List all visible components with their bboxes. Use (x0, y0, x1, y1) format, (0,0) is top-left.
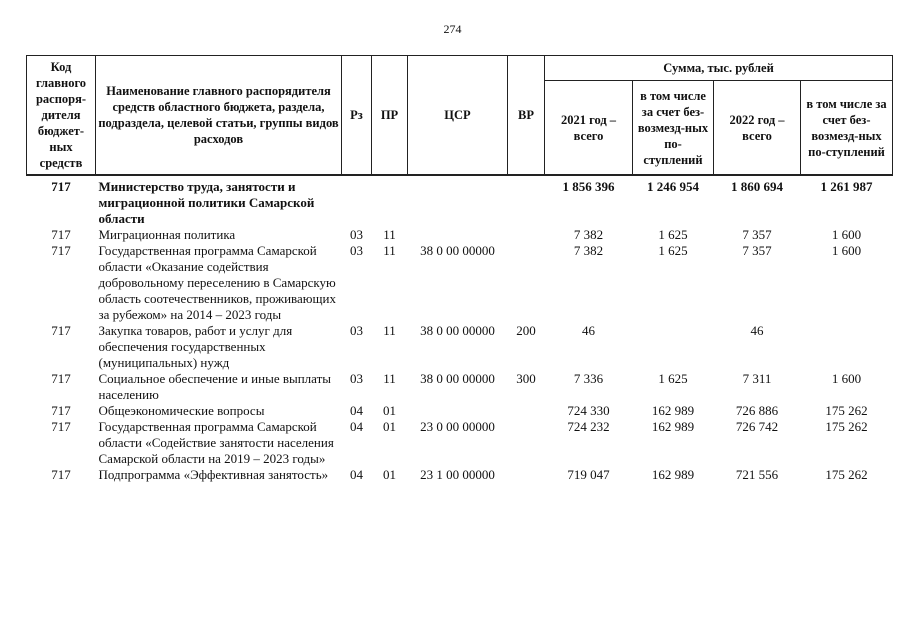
cell-name: Государственная программа Самарской области «Оказание содействия добровольному переселению в Самарскую область соотечественников, проживающих за рубежом» на 2014 – 2023 годы (98, 243, 336, 322)
cell-2021-total: 724 330 (567, 403, 610, 418)
table-row (27, 175, 893, 227)
cell-name: Общеэкономические вопросы (98, 403, 265, 418)
cell-2021-grants: 162 989 (651, 419, 695, 434)
cell-2021-total: 7 382 (573, 227, 604, 242)
cell-csr: 23 0 00 00000 (420, 419, 495, 434)
cell-2022-total: 7 357 (742, 243, 772, 258)
cell-pr: 11 (383, 323, 396, 338)
cell-pr: 11 (383, 371, 396, 386)
cell-pr: 11 (383, 243, 396, 258)
cell-csr: 38 0 00 00000 (420, 323, 495, 338)
cell-2022-grants: 1 261 987 (820, 179, 873, 194)
cell-2021-grants: 1 625 (658, 243, 688, 258)
cell-2022-grants (801, 323, 893, 371)
table-row (27, 419, 893, 467)
cell-vr (508, 419, 545, 467)
cell-pr: 01 (383, 467, 396, 482)
cell-rz: 03 (350, 371, 363, 386)
cell-2021-grants: 1 625 (658, 371, 688, 386)
cell-2022-total: 726 742 (735, 419, 779, 434)
cell-code: 717 (51, 323, 71, 338)
cell-vr (508, 175, 545, 227)
cell-2021-grants: 1 246 954 (647, 179, 699, 194)
cell-2022-grants: 175 262 (825, 419, 868, 434)
cell-2021-total: 724 232 (567, 419, 610, 434)
cell-rz: 04 (350, 467, 363, 482)
cell-2021-total: 719 047 (567, 467, 610, 482)
cell-csr: 38 0 00 00000 (420, 243, 495, 258)
cell-2022-total: 726 886 (735, 403, 779, 418)
cell-csr (408, 403, 508, 419)
cell-code: 717 (51, 243, 71, 258)
cell-pr: 01 (383, 403, 396, 418)
cell-name: Подпрограмма «Эффективная занятость» (98, 467, 329, 482)
cell-rz: 03 (350, 243, 363, 258)
table-row (27, 403, 893, 419)
cell-csr (408, 175, 508, 227)
cell-name: Закупка товаров, работ и услуг для обеспечения государственных (муниципальных) нужд (98, 323, 293, 370)
cell-pr (372, 175, 408, 227)
cell-rz (342, 175, 372, 227)
cell-rz: 04 (350, 419, 363, 434)
cell-vr: 200 (516, 323, 536, 338)
cell-2022-total: 7 311 (742, 371, 772, 386)
cell-rz: 03 (350, 323, 363, 338)
cell-2021-total: 1 856 396 (562, 179, 615, 194)
cell-2021-grants: 162 989 (651, 467, 695, 482)
cell-2022-grants: 1 600 (831, 227, 862, 242)
header-2021-grants: в том числе за счет без-возмезд-ных по-ступлений (633, 81, 714, 175)
cell-2022-total: 1 860 694 (731, 179, 783, 194)
cell-2022-total: 7 357 (742, 227, 772, 242)
header-rz: Рз (342, 56, 372, 176)
table-row (27, 323, 893, 371)
table-row (27, 371, 893, 403)
cell-vr (508, 243, 545, 323)
cell-code: 717 (51, 227, 71, 242)
cell-2021-grants: 1 625 (658, 227, 688, 242)
header-name: Наименование главного распорядителя средств областного бюджета, раздела, подраздела, целевой статьи, группы видов расходов (96, 56, 342, 176)
cell-2022-grants: 1 600 (831, 371, 862, 386)
cell-vr (508, 467, 545, 483)
cell-2021-total: 7 336 (573, 371, 604, 386)
table-header (27, 56, 893, 176)
cell-code: 717 (51, 403, 71, 418)
header-csr: ЦСР (408, 56, 508, 176)
cell-pr: 11 (383, 227, 396, 242)
cell-2022-total: 721 556 (735, 467, 779, 482)
cell-code: 717 (51, 179, 71, 194)
cell-2021-total: 7 382 (573, 243, 604, 258)
cell-2021-grants (633, 323, 714, 371)
table-row (27, 227, 893, 243)
cell-csr: 23 1 00 00000 (420, 467, 495, 482)
cell-2022-total: 46 (750, 323, 764, 338)
cell-2022-grants: 1 600 (831, 243, 862, 258)
page-number: 274 (443, 22, 462, 36)
cell-csr (408, 227, 508, 243)
budget-table (26, 55, 893, 483)
cell-vr (508, 403, 545, 419)
cell-csr: 38 0 00 00000 (420, 371, 495, 386)
header-code: Код главного распоря-дителя бюджет-ных средств (27, 56, 96, 176)
cell-name: Министерство труда, занятости и миграционной политики Самарской области (98, 179, 315, 226)
cell-2022-grants: 175 262 (825, 403, 868, 418)
cell-name: Социальное обеспечение и иные выплаты населению (98, 371, 332, 402)
header-vr: ВР (508, 56, 545, 176)
cell-code: 717 (51, 467, 71, 482)
cell-rz: 03 (350, 227, 363, 242)
cell-vr: 300 (516, 371, 536, 386)
cell-code: 717 (51, 419, 71, 434)
cell-vr (508, 227, 545, 243)
cell-2022-grants: 175 262 (825, 467, 868, 482)
cell-code: 717 (51, 371, 71, 386)
cell-rz: 04 (350, 403, 363, 418)
header-sum: Сумма, тыс. рублей (545, 56, 893, 81)
table-row (27, 243, 893, 323)
cell-name: Государственная программа Самарской области «Содействие занятости населения Самарской области на 2019 – 2023 годы» (98, 419, 334, 466)
table-body (27, 175, 893, 483)
cell-pr: 01 (383, 419, 396, 434)
cell-2021-grants: 162 989 (651, 403, 695, 418)
header-pr: ПР (372, 56, 408, 176)
cell-name: Миграционная политика (98, 227, 236, 242)
header-2022-total: 2022 год – всего (714, 81, 801, 175)
cell-2021-total: 46 (582, 323, 595, 338)
table-row (27, 467, 893, 483)
header-2021-total: 2021 год – всего (545, 81, 633, 175)
header-2022-grants: в том числе за счет без-возмезд-ных по-ступлений (801, 81, 893, 175)
